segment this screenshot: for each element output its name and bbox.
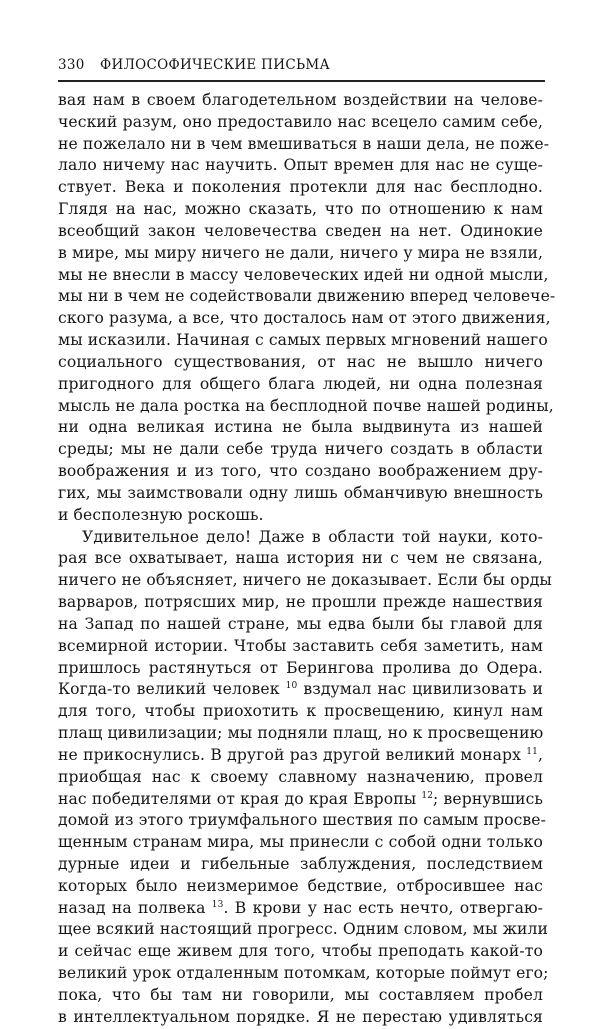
text-line: Удивительное дело! Даже в области той науки, кото-	[82, 527, 543, 546]
text-segment: не прикоснулись. В другой раз другой великий монарх	[58, 745, 527, 764]
text-line: варваров, потрясших мир, не прошли прежде нашествия	[58, 593, 543, 612]
footnote-reference: 10	[285, 681, 298, 692]
text-segment: вздумал нас цивилизовать и	[297, 680, 544, 699]
text-line: пришлось растянуться от Берингова пролива до Одера.	[58, 658, 543, 677]
running-header	[58, 57, 545, 73]
text-line: ствует. Века и поколения протекли для нас бесплодно.	[58, 178, 543, 197]
text-line: щенным странам мира, мы принесли с собой одни только	[58, 833, 543, 852]
text-line: социального существования, от нас не вышло ничего	[58, 352, 543, 371]
page-body-text	[58, 90, 556, 1029]
text-line: на Запад по нашей стране, мы едва были бы главой для	[58, 614, 543, 633]
text-segment: ; вернувшись	[433, 789, 543, 808]
text-line: рая все охватывает, наша история ни с чем не связана,	[58, 549, 543, 568]
text-line: для того, чтобы приохотить к просвещению, кинул нам	[58, 702, 543, 721]
text-line: Глядя на нас, можно сказать, что по отношению к нам	[58, 200, 543, 219]
text-segment: ,	[537, 745, 543, 764]
text-line	[58, 745, 543, 767]
text-line: ничего не объясняет, ничего не доказывает. Если бы орды	[58, 571, 552, 590]
text-line: в интеллектуальном порядке. Я не перестаю удивляться	[58, 1007, 543, 1026]
text-line: ческий разум, оно предоставило нас всецело самим себе,	[58, 112, 543, 131]
text-line: щее всякий настоящий прогресс. Одним словом, мы жили	[58, 920, 549, 939]
text-line: вая нам в своем благодетельном воздействии на челове-	[58, 91, 543, 109]
text-line: великий урок отдаленным потомкам, которые поймут его;	[58, 964, 549, 983]
text-line: ского разума, а все, что досталось нам от этого движения,	[58, 309, 551, 328]
text-line: мы исказили. Начиная с самых первых мгновений нашего	[58, 331, 548, 350]
text-line: всемирной истории. Чтобы заставить себя заметить, нам	[58, 636, 543, 655]
text-line: воображения и из того, что создано воображением дру-	[58, 462, 543, 481]
text-line: приобщая нас к своему славному назначению, провел	[58, 767, 543, 786]
text-line: и сейчас еще живем для того, чтобы преподать какой-то	[58, 942, 543, 961]
text-line: домой из этого триумфального шествия по самым просве-	[58, 811, 546, 830]
text-line: всеобщий закон человечества сведен на нет. Одинокие	[58, 221, 543, 240]
text-line	[58, 789, 543, 811]
footnote-reference: 12	[421, 790, 434, 801]
text-segment: назад на полвека	[58, 898, 212, 917]
text-segment: нас победителями от края до края Европы	[58, 789, 422, 808]
text-line: гих, мы заимствовали одну лишь обманчивую внешность	[58, 483, 543, 502]
text-line: в мире, мы миру ничего не дали, ничего у мира не взяли,	[58, 243, 543, 262]
footnote-reference: 11	[526, 746, 538, 757]
text-segment: . В крови у нас есть нечто, отвергаю-	[223, 898, 544, 917]
text-line: плащ цивилизации; мы подняли плащ, но к просвещению	[58, 724, 544, 743]
text-line: пока, что бы там ни говорили, мы составляем пробел	[58, 985, 543, 1004]
text-line: лало ничему нас научить. Опыт времен для нас не суще-	[58, 156, 543, 175]
text-line: мысль не дала ростка на бесплодной почве нашей родины,	[58, 396, 554, 415]
text-line: дурные идеи и гибельные заблуждения, последствием	[58, 854, 543, 873]
text-segment: Когда-то великий человек	[58, 680, 286, 699]
text-line: среды; мы не дали себе труда ничего создать в области	[58, 440, 543, 459]
text-line	[58, 679, 543, 701]
text-line: пригодного для общего блага людей, ни одна полезная	[58, 374, 543, 393]
header-rule	[58, 80, 545, 82]
text-line: которых было неизмеримое бедствие, отбросившее нас	[58, 876, 543, 895]
text-line: мы ни в чем не содействовали движению вперед человече-	[58, 287, 556, 306]
running-title: ФИЛОСОФИЧЕСКИЕ ПИСЬМА	[100, 57, 330, 73]
text-line: и бесполезную роскошь.	[58, 505, 264, 524]
footnote-reference: 13	[211, 899, 224, 910]
text-line: не пожелало ни в чем вмешиваться в наши дела, не поже-	[58, 134, 550, 153]
text-line: ни одна великая истина не была выдвинута из нашей	[58, 418, 543, 437]
page-number: 330	[58, 57, 85, 73]
text-line: мы не внесли в массу человеческих идей ни одной мысли,	[58, 265, 549, 284]
text-line	[58, 898, 543, 920]
